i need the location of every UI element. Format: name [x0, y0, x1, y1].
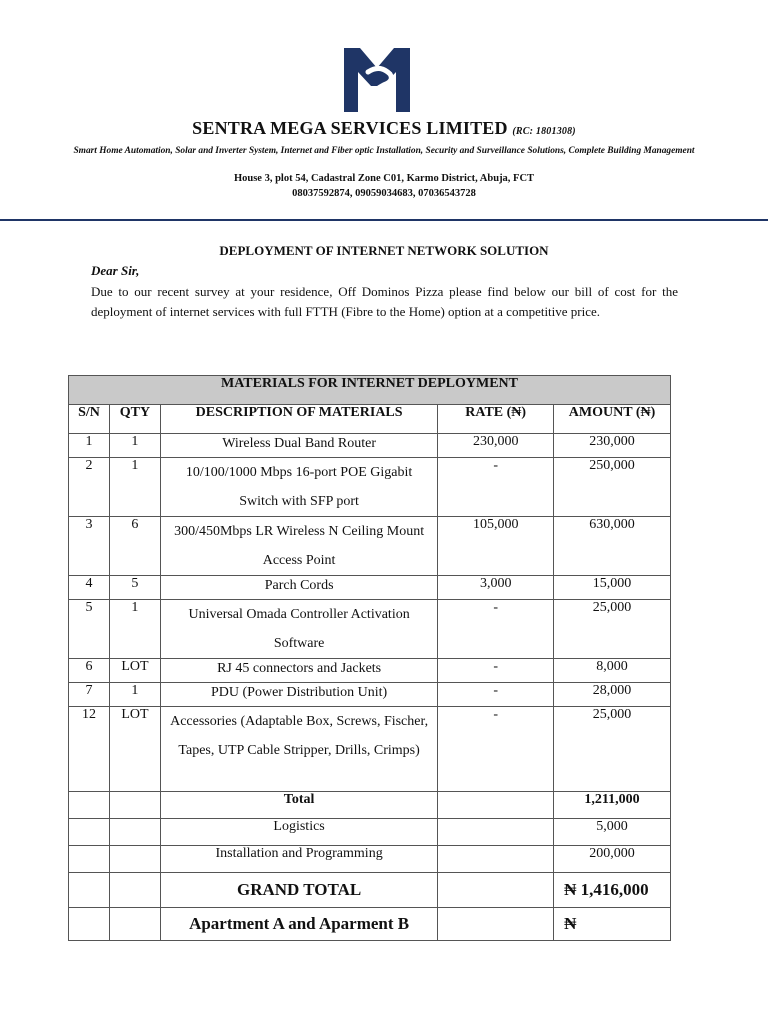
installation-row [69, 846, 671, 873]
grand-total-row [69, 873, 671, 908]
rc-number: (RC: 1801308) [512, 126, 576, 137]
cell-rate: - [438, 458, 554, 517]
table-row [69, 600, 671, 659]
table-title: MATERIALS FOR INTERNET DEPLOYMENT [69, 376, 671, 405]
col-header-rate: RATE (₦) [438, 405, 554, 434]
table-row [69, 707, 671, 792]
cell-qty: 1 [109, 600, 160, 659]
table-title-row [69, 376, 671, 405]
cell-amount: 28,000 [554, 683, 671, 707]
grand-total-value: ₦ 1,416,000 [554, 873, 671, 908]
company-title: SENTRA MEGA SERVICES LIMITED [192, 118, 508, 138]
table-row [69, 576, 671, 600]
cell-rate: 230,000 [438, 434, 554, 458]
cell-desc: Accessories (Adaptable Box, Screws, Fischer, Tapes, UTP Cable Stripper, Drills, Crimps) [160, 707, 437, 792]
cell-desc: Universal Omada Controller Activation Software [160, 600, 437, 659]
cell-amount: 630,000 [554, 517, 671, 576]
cell-sn: 7 [69, 683, 110, 707]
cell-amount: 25,000 [554, 600, 671, 659]
cell-qty: 1 [109, 458, 160, 517]
cell-rate: 3,000 [438, 576, 554, 600]
apartment-value: ₦ [554, 908, 671, 941]
table-row [69, 683, 671, 707]
company-logo-icon [340, 42, 414, 116]
cell-amount: 250,000 [554, 458, 671, 517]
table-row [69, 458, 671, 517]
company-phones: 08037592874, 09059034683, 07036543728 [292, 188, 476, 199]
table-row [69, 517, 671, 576]
table-row [69, 434, 671, 458]
header-divider [0, 219, 768, 221]
cell-amount: 230,000 [554, 434, 671, 458]
grand-total-label: GRAND TOTAL [160, 873, 437, 908]
installation-value: 200,000 [554, 846, 671, 873]
cell-sn: 2 [69, 458, 110, 517]
column-header-row [69, 405, 671, 434]
company-address: House 3, plot 54, Cadastral Zone C01, Karmo District, Abuja, FCT [233, 173, 535, 184]
cell-qty: 1 [109, 434, 160, 458]
logistics-row [69, 819, 671, 846]
cell-desc: Wireless Dual Band Router [160, 434, 437, 458]
bill-of-cost-table [68, 375, 671, 941]
logistics-value: 5,000 [554, 819, 671, 846]
apartment-label: Apartment A and Aparment B [160, 908, 437, 941]
company-name [0, 118, 768, 139]
cell-amount: 15,000 [554, 576, 671, 600]
cell-desc: 300/450Mbps LR Wireless N Ceiling Mount Access Point [160, 517, 437, 576]
cell-rate: 105,000 [438, 517, 554, 576]
cell-desc: PDU (Power Distribution Unit) [160, 683, 437, 707]
cell-amount: 8,000 [554, 659, 671, 683]
cell-rate: - [438, 707, 554, 792]
cell-rate: - [438, 600, 554, 659]
total-label: Total [160, 792, 437, 819]
cell-qty: LOT [109, 707, 160, 792]
cell-sn: 5 [69, 600, 110, 659]
cell-sn: 4 [69, 576, 110, 600]
cell-desc: RJ 45 connectors and Jackets [160, 659, 437, 683]
cell-sn: 12 [69, 707, 110, 792]
cell-qty: 5 [109, 576, 160, 600]
total-row [69, 792, 671, 819]
cell-qty: 6 [109, 517, 160, 576]
col-header-description: DESCRIPTION OF MATERIALS [160, 405, 437, 434]
logistics-label: Logistics [160, 819, 437, 846]
cell-desc: Parch Cords [160, 576, 437, 600]
total-value: 1,211,000 [554, 792, 671, 819]
cell-sn: 1 [69, 434, 110, 458]
cell-rate: - [438, 683, 554, 707]
salutation: Dear Sir, [91, 263, 140, 278]
cell-sn: 3 [69, 517, 110, 576]
services-line: Smart Home Automation, Solar and Inverter System, Internet and Fiber optic Installation, Security and Surveillance Solutions, Complete Building Management [73, 146, 695, 156]
cell-amount: 25,000 [554, 707, 671, 792]
cell-qty: 1 [109, 683, 160, 707]
cell-sn: 6 [69, 659, 110, 683]
col-header-qty: QTY [109, 405, 160, 434]
apartment-row [69, 908, 671, 941]
document-title: DEPLOYMENT OF INTERNET NETWORK SOLUTION [219, 243, 549, 258]
intro-paragraph: Due to our recent survey at your residence, Off Dominos Pizza please find below our bill of cost for the deployment of internet services with full FTTH (Fibre to the Home) option at a competitive price. [91, 284, 678, 319]
cell-qty: LOT [109, 659, 160, 683]
cell-desc: 10/100/1000 Mbps 16-port POE Gigabit Switch with SFP port [160, 458, 437, 517]
installation-label: Installation and Programming [160, 846, 437, 873]
col-header-amount: AMOUNT (₦) [554, 405, 671, 434]
table-row [69, 659, 671, 683]
col-header-sn: S/N [69, 405, 110, 434]
cell-rate: - [438, 659, 554, 683]
